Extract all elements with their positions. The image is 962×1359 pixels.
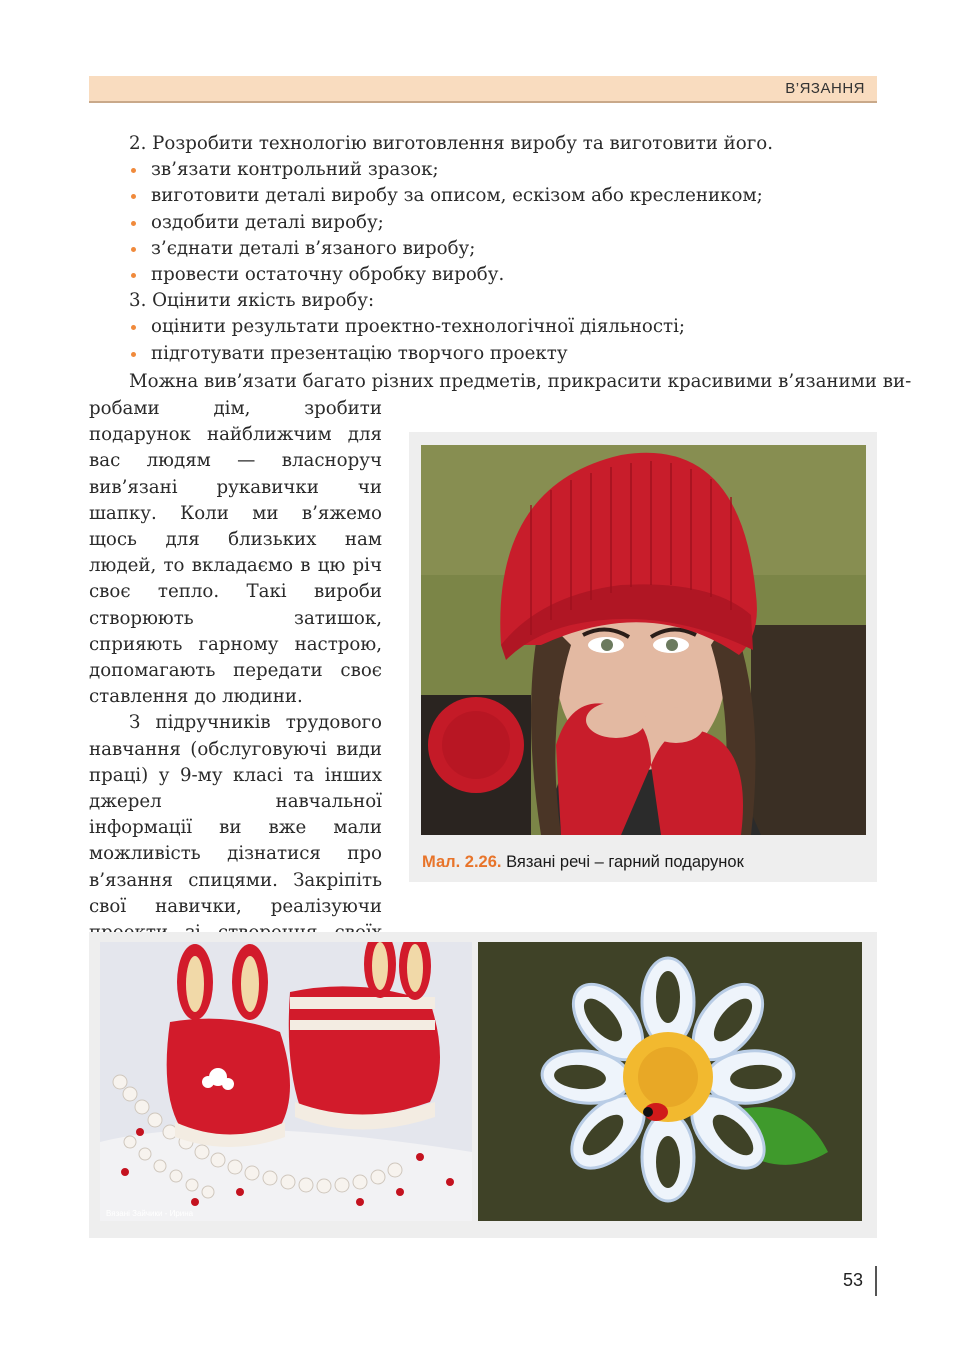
list-item: 3. Оцінити якість виробу:	[129, 290, 375, 312]
task-list	[129, 131, 889, 367]
intro-text: Можна вив’язати багато різних предметів, прикрасити красивими в’язаними ви-	[129, 371, 912, 392]
page-number-rule	[875, 1266, 877, 1296]
photo-bunny-booties	[100, 942, 472, 1221]
intro-line	[89, 369, 912, 395]
list-item: провести остаточну обробку виробу.	[129, 262, 889, 288]
list-item: оздобити деталі виробу;	[129, 210, 889, 236]
list-item: 2. Розробити технологію виготовлення виробу та виготовити його.	[129, 133, 773, 154]
list-item: зв’язати контрольний зразок;	[129, 157, 889, 183]
photo-crochet-daisy	[478, 942, 862, 1221]
photo-woman-red-hat	[421, 445, 866, 835]
caption-number: Мал. 2.26.	[422, 853, 502, 871]
list-item: оцінити результати проектно-технологічної діяльності;	[129, 314, 889, 340]
list-item: з’єднати деталі в’язаного виробу;	[129, 236, 889, 262]
paragraph: З підручників трудового навчання (обслуговуючі види праці) у 9-му класі та інших джерел навчальної інформації ви вже мали можливість дізнатися про в’язання спицями. Закріпіть свої навички, реалізуючи	[89, 712, 382, 917]
figure-caption	[422, 853, 744, 872]
body-text-column	[89, 396, 382, 972]
paragraph: робами дім, зробити подарунок найближчим для вас людям — власноруч вив’язані рукавички чи шапку. Коли ми в’яжемо щось для близьких нам людей, то вкладаємо в цю річ своє тепло. Такі вироби створюють затишок, сприяють гарному настрою, допомагають передати своє ставлення до людини.	[89, 398, 382, 708]
section-header-bar	[89, 76, 877, 103]
watermark-text: Вязані Зайчики - Ирина	[106, 1209, 194, 1218]
figure-knitted-items	[89, 932, 877, 1238]
page-number: 53	[843, 1270, 864, 1290]
list-item: підготувати презентацію творчого проекту	[129, 341, 889, 367]
figure-knitted-hat	[409, 432, 877, 882]
section-title: В’ЯЗАННЯ	[785, 80, 865, 97]
caption-text: Вязані речі – гарний подарунок	[506, 853, 744, 871]
list-item: виготовити деталі виробу за описом, ескізом або креслеником;	[129, 183, 889, 209]
